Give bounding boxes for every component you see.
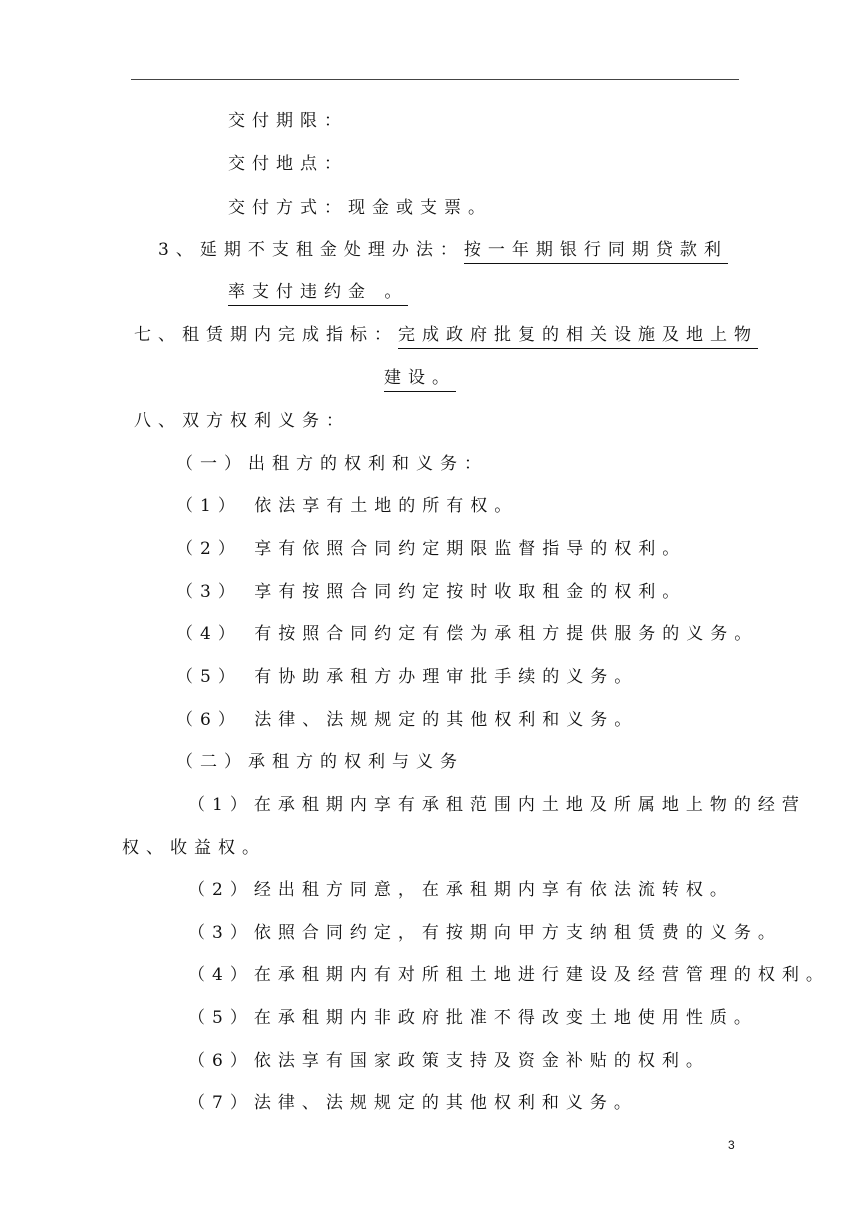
section-eight-heading: 八、双方权利义务： <box>134 411 350 431</box>
payment-place-line: 交付地点： <box>228 154 348 174</box>
lessee-item-4: （4）在承租期内有对所租土地进行建设及经营管理的权利。 <box>188 965 830 985</box>
payment-deadline-line: 交付期限： <box>228 111 348 131</box>
section-seven-label: 七、租赁期内完成指标： <box>134 325 398 345</box>
lessor-item-6: （6） 法律、法规规定的其他权利和义务。 <box>176 710 639 730</box>
section-seven <box>134 323 758 349</box>
late-rent-label: 3、延期不支租金处理办法： <box>158 240 464 260</box>
page-number: 3 <box>728 1138 735 1152</box>
payment-method-line: 交付方式：现金或支票。 <box>228 198 492 218</box>
lessee-item-7: （7）法律、法规规定的其他权利和义务。 <box>188 1093 638 1113</box>
late-rent-clause <box>158 238 728 264</box>
lessee-item-2: （2）经出租方同意，在承租期内享有依法流转权。 <box>188 880 734 900</box>
late-rent-value: 按一年期银行同期贷款利 <box>464 238 728 264</box>
late-rent-continuation <box>228 280 408 306</box>
lessee-heading: （二）承租方的权利与义务 <box>176 752 464 772</box>
lessor-item-2: （2） 享有依照合同约定期限监督指导的权利。 <box>176 539 687 559</box>
section-seven-value-cont: 建设。 <box>384 366 456 392</box>
lessee-item-3: （3）依照合同约定，有按期向甲方支纳租赁费的义务。 <box>188 923 782 943</box>
lessor-item-4: （4） 有按照合同约定有偿为承租方提供服务的义务。 <box>176 624 759 644</box>
header-rule <box>131 79 739 80</box>
late-rent-value-cont: 率支付违约金 。 <box>228 280 408 306</box>
lessor-item-3: （3） 享有按照合同约定按时收取租金的权利。 <box>176 582 687 602</box>
lessee-item-1-cont: 权、收益权。 <box>122 838 266 858</box>
lessee-item-1: （1）在承租期内享有承租范围内土地及所属地上物的经营 <box>188 795 806 815</box>
section-seven-value: 完成政府批复的相关设施及地上物 <box>398 323 758 349</box>
lessor-heading: （一）出租方的权利和义务： <box>176 454 488 474</box>
lessee-item-6: （6）依法享有国家政策支持及资金补贴的权利。 <box>188 1051 710 1071</box>
section-seven-continuation <box>384 366 456 392</box>
lessor-item-5: （5） 有协助承租方办理审批手续的义务。 <box>176 667 639 687</box>
lessee-item-5: （5）在承租期内非政府批准不得改变土地使用性质。 <box>188 1008 758 1028</box>
lessor-item-1: （1） 依法享有土地的所有权。 <box>176 496 519 516</box>
